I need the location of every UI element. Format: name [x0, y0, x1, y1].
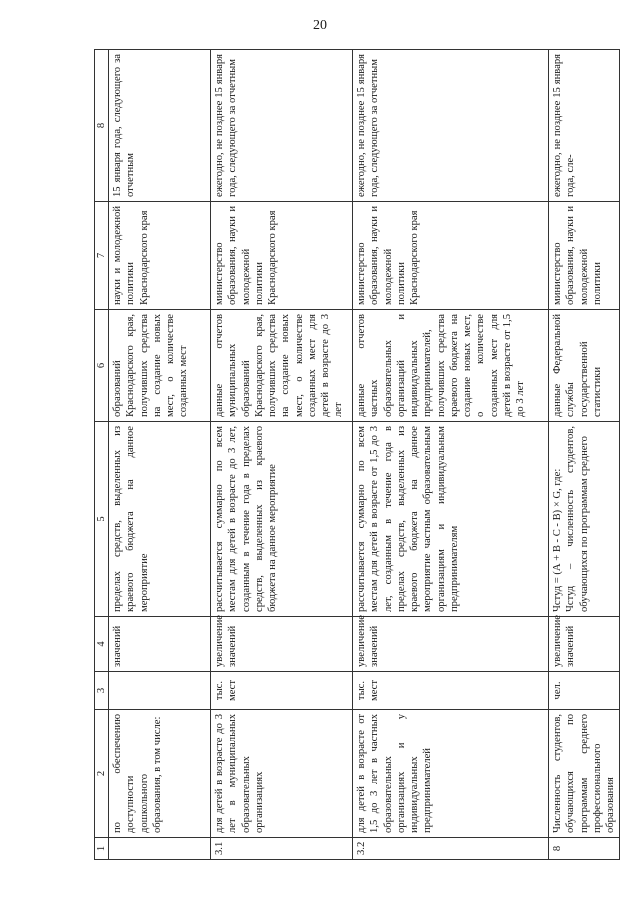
source-cell: образований Краснодарского края, получивших средства на создание новых мест, о количестве созданных мест	[109, 310, 211, 422]
trend-cell: увеличение значений	[549, 617, 620, 672]
table-row	[211, 50, 353, 860]
header-cell: 1	[95, 838, 109, 860]
trend-cell: увеличение значений	[211, 617, 353, 672]
header-cell: 2	[95, 710, 109, 838]
method-cell: рассчитывается суммарно по всем местам для детей в возрасте до 3 лет, созданным в течение года в пределах средств, выделенных из краевого бюджета на данное мероприятие	[211, 422, 353, 617]
method-cell	[549, 422, 620, 617]
table-row	[549, 50, 620, 860]
source-cell: данные отчетов частных образовательных организаций и индивидуальных предпринимателей, получивших средства краевого бюджета на создание новых мест, о количестве созданных мест для детей в возрасте от 1,5 до 3 лет	[353, 310, 549, 422]
responsible-cell: министерство образования, науки и молодежной политики Краснодарского края	[353, 202, 549, 310]
table-row	[353, 50, 549, 860]
row-number: 3.1	[211, 838, 353, 860]
indicator-name: Численность студентов, обучающихся по программам среднего профессионального образования	[549, 710, 620, 838]
formula-description: Чстуд – численность студентов, обучающихся по программам среднего	[565, 426, 590, 612]
deadline-cell: ежегодно, не позднее 15 января года, следующего за отчетным	[353, 50, 549, 202]
deadline-cell: ежегодно, не позднее 15 января года, сле-	[549, 50, 620, 202]
indicator-table	[94, 49, 620, 860]
header-cell: 8	[95, 50, 109, 202]
method-cell: рассчитывается суммарно по всем местам для детей в возрасте от 1,5 до 3 лет, созданным в течение года в пределах средств, выделенных из краевого бюджета на данное мероприятие частным образовательным организациям и индивидуальным предпринимателям	[353, 422, 549, 617]
header-cell: 3	[95, 672, 109, 710]
indicator-name: для детей в возрасте от 1,5 до 3 лет в частных образовательных организациях и у индивидуальных предпринимателей	[353, 710, 549, 838]
unit-cell: тыс. мест	[211, 672, 353, 710]
formula-line: Чстуд = (А + В - С - В) × G, где:	[552, 468, 564, 612]
source-cell: данные отчетов муниципальных образований Краснодарского края, получивших средства на создание новых мест, о количестве созданных мест для детей в возрасте до 3 лет	[211, 310, 353, 422]
unit-cell: тыс. мест	[353, 672, 549, 710]
source-cell: данные Федеральной службы государственной статистики	[549, 310, 620, 422]
header-cell: 6	[95, 310, 109, 422]
header-cell: 7	[95, 202, 109, 310]
table-row	[109, 50, 211, 860]
responsible-cell: министерство образования, науки и молодежной политики Краснодарского края	[211, 202, 353, 310]
unit-cell: чел.	[549, 672, 620, 710]
header-row	[95, 50, 109, 860]
responsible-cell: министерство образования, науки и молодежной политики	[549, 202, 620, 310]
row-number: 8	[549, 838, 620, 860]
header-cell: 4	[95, 617, 109, 672]
deadline-cell: 15 января года, следующего за отчетным	[109, 50, 211, 202]
trend-cell: значений	[109, 617, 211, 672]
indicator-name: по обеспечению доступности дошкольного образования, в том числе:	[109, 710, 211, 838]
unit-cell	[109, 672, 211, 710]
deadline-cell: ежегодно, не позднее 15 января года, следующего за отчетным	[211, 50, 353, 202]
indicator-name: для детей в возрасте до 3 лет в муниципальных образовательных организациях	[211, 710, 353, 838]
row-number	[109, 838, 211, 860]
page-number: 20	[313, 18, 327, 33]
trend-cell: увеличение значений	[353, 617, 549, 672]
header-cell: 5	[95, 422, 109, 617]
rotated-table-page	[94, 50, 617, 860]
responsible-cell: науки и молодежной политики Краснодарского края	[109, 202, 211, 310]
row-number: 3.2	[353, 838, 549, 860]
method-cell: пределах средств, выделенных из краевого бюджета на данное мероприятие	[109, 422, 211, 617]
